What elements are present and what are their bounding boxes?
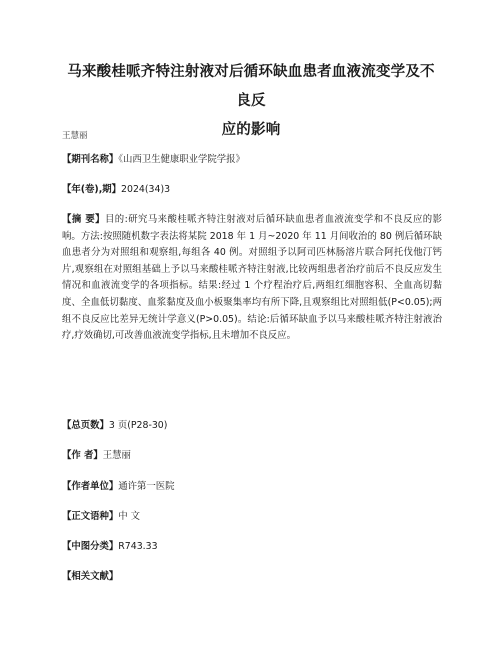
unit-label: 【作者单位】	[62, 481, 119, 492]
journal-label: 【期刊名称】	[62, 154, 119, 165]
author-value: 王慧丽	[102, 450, 131, 461]
pages-value: 3 页(P28-30)	[108, 420, 168, 431]
classification-label: 【中图分类】	[62, 541, 119, 552]
classification-value: R743.33	[118, 541, 158, 552]
pages-label: 【总页数】	[62, 420, 109, 431]
year-label: 【年(卷),期】	[62, 184, 122, 195]
journal-field	[62, 152, 442, 169]
unit-field	[62, 479, 442, 496]
related-literature-label: 【相关文献】	[62, 571, 119, 582]
language-label: 【正文语种】	[62, 511, 119, 522]
article-title	[62, 58, 440, 145]
classification-field	[62, 539, 442, 556]
journal-value: 《山西卫生健康职业学院学报》	[118, 154, 245, 165]
language-value: 中 文	[118, 511, 140, 522]
year-value: 2024(34)3	[121, 184, 171, 195]
language-field	[62, 509, 442, 526]
abstract-value: 目的:研究马来酸桂哌齐特注射液对后循环缺血患者血液流变学和不良反应的影响。方法:按照随机数字表法将某院 2018 年 1 月~2020 年 11 月间收治的 80 例后循环缺血患者分为对照组和观察组,每组各 40 例。对照组予以阿司匹林肠溶片联合阿托伐他汀钙片,观察组在对照组基础上予以马来酸桂哌齐特注射液,比较两组患者治疗前后不良反应发生情况和血液流变学的各项指标。结果:经过 1 个疗程治疗后,两组红细胞容积、全血高切黏度、全血低切黏度、血浆黏度及血小板聚集率均有所下降,且观察组比对照组低(P<0.05);两组不良反应比差异无统计学意义(P>0.05)。结论:后循环缺血予以马来酸桂哌齐特注射液治疗,疗效确切,可改善血液流变学指标,且未增加不良反应。	[62, 214, 442, 342]
author-name-top: 王慧丽	[62, 131, 88, 141]
article-title-line-1: 马来酸桂哌齐特注射液对后循环缺血患者血液流变学及不良反	[67, 64, 435, 109]
abstract-label: 【摘 要】	[62, 214, 105, 225]
related-literature-field	[62, 569, 442, 586]
article-title-line-2: 应的影响	[221, 122, 281, 138]
year-field	[62, 182, 442, 199]
author-field	[62, 448, 442, 465]
pages-field	[62, 418, 442, 435]
unit-value: 通许第一医院	[118, 481, 175, 492]
abstract-field	[62, 212, 442, 345]
author-label: 【作 者】	[62, 450, 103, 461]
